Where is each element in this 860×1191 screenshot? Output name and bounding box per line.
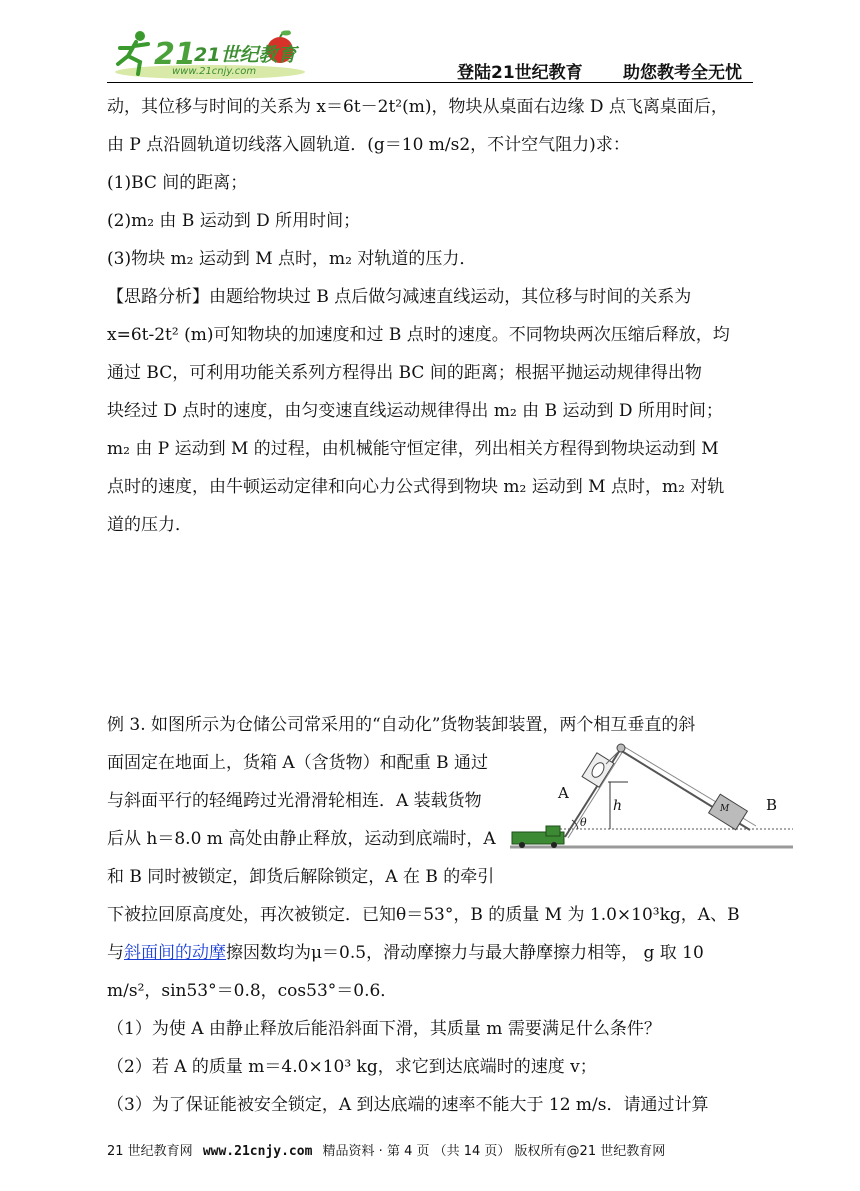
example3-line1: 例 3. 如图所示为仓储公司常采用的“自动化”货物装卸装置，两个相互垂直的斜 <box>107 715 696 735</box>
example3-line4: 后从 h＝8.0 m 高处由静止释放，运动到底端时，A <box>107 829 496 849</box>
example3-q2: （2）若 A 的质量 m＝4.0×10³ kg，求它到达底端时的速度 v； <box>107 1057 597 1077</box>
header-divider <box>107 82 753 83</box>
example3-line3: 与斜面平行的轻绳跨过光滑滑轮相连．A 装载货物 <box>107 791 482 811</box>
logo-url: www.21cnjy.com <box>172 66 257 77</box>
line7-prefix: 与 <box>107 943 124 963</box>
footer-url[interactable]: www.21cnjy.com <box>202 1144 313 1159</box>
svg-text:21: 21 <box>154 37 196 72</box>
example3-line7 <box>107 942 704 964</box>
slogan-login: 登陆21世纪教育 <box>457 63 583 83</box>
analysis-line3: 通过 BC，可利用功能关系列方程得出 BC 间的距离；根据平抛运动规律得出物 <box>107 363 702 383</box>
page-footer <box>107 1140 665 1159</box>
example3-q3: （3）为了保证能被安全锁定，A 到达底端的速率不能大于 12 m/s．请通过计算 <box>107 1095 709 1115</box>
example3-line2: 面固定在地面上，货箱 A（含货物）和配重 B 通过 <box>107 753 488 773</box>
line7-suffix: 擦因数均为μ＝0.5，滑动摩擦力与最大静摩擦力相等， g 取 10 <box>226 943 704 963</box>
label-m: M <box>720 804 730 814</box>
analysis-line1: 【思路分析】由题给物块过 B 点后做匀减速直线运动，其位移与时间的关系为 <box>107 287 692 307</box>
example3-line6: 下被拉回原高度处，再次被锁定．已知θ＝53°，B 的质量 M 为 1.0×10³kg，A、B <box>107 905 740 925</box>
incline-diagram <box>510 740 800 855</box>
label-theta: θ <box>580 816 587 829</box>
site-logo[interactable] <box>110 26 310 82</box>
friction-link[interactable]: 斜面间的动摩 <box>124 943 226 963</box>
analysis-line5: m₂ 由 P 运动到 M 的过程，由机械能守恒定律，列出相关方程得到物块运动到 M <box>107 439 719 459</box>
para1-line2: 由 P 点沿圆轨道切线落入圆轨道．(g＝10 m/s2，不计空气阻力)求： <box>107 135 630 155</box>
analysis-line2: x=6t-2t² (m)可知物块的加速度和过 B 点时的速度。不同物块两次压缩后释放，均 <box>107 325 730 345</box>
example3-line5: 和 B 同时被锁定，卸货后解除锁定，A 在 B 的牵引 <box>107 867 495 887</box>
example3-line8: m/s²，sin53°＝0.8，cos53°＝0.6． <box>107 981 398 1001</box>
incline-figure <box>510 740 800 855</box>
footer-page-info: 精品资料 · 第 4 页 （共 14 页） 版权所有@21 世纪教育网 <box>322 1144 666 1159</box>
analysis-line7: 道的压力． <box>107 515 192 535</box>
label-h: h <box>613 798 623 814</box>
question-2: (2)m₂ 由 B 运动到 D 所用时间； <box>107 211 361 231</box>
example3-q1: （1）为使 A 由静止释放后能沿斜面下滑，其质量 m 需要满足什么条件？ <box>107 1019 661 1039</box>
slogan-tagline: 助您教考全无忧 <box>623 63 742 83</box>
label-a: A <box>558 784 569 802</box>
footer-site: 21 世纪教育网 <box>107 1144 193 1159</box>
analysis-line4: 块经过 D 点时的速度，由匀变速直线运动规律得出 m₂ 由 B 运动到 D 所用时间； <box>107 401 723 421</box>
question-1: (1)BC 间的距离； <box>107 173 248 193</box>
analysis-line6: 点时的速度，由牛顿运动定律和向心力公式得到物块 m₂ 运动到 M 点时，m₂ 对轨 <box>107 477 725 497</box>
label-b: B <box>766 796 778 814</box>
para1-line1: 动，其位移与时间的关系为 x＝6t－2t²(m)，物块从桌面右边缘 D 点飞离桌面后， <box>107 97 728 117</box>
logo-text: 21世纪教育 <box>194 44 297 66</box>
question-3: (3)物块 m₂ 运动到 M 点时，m₂ 对轨道的压力． <box>107 249 477 269</box>
